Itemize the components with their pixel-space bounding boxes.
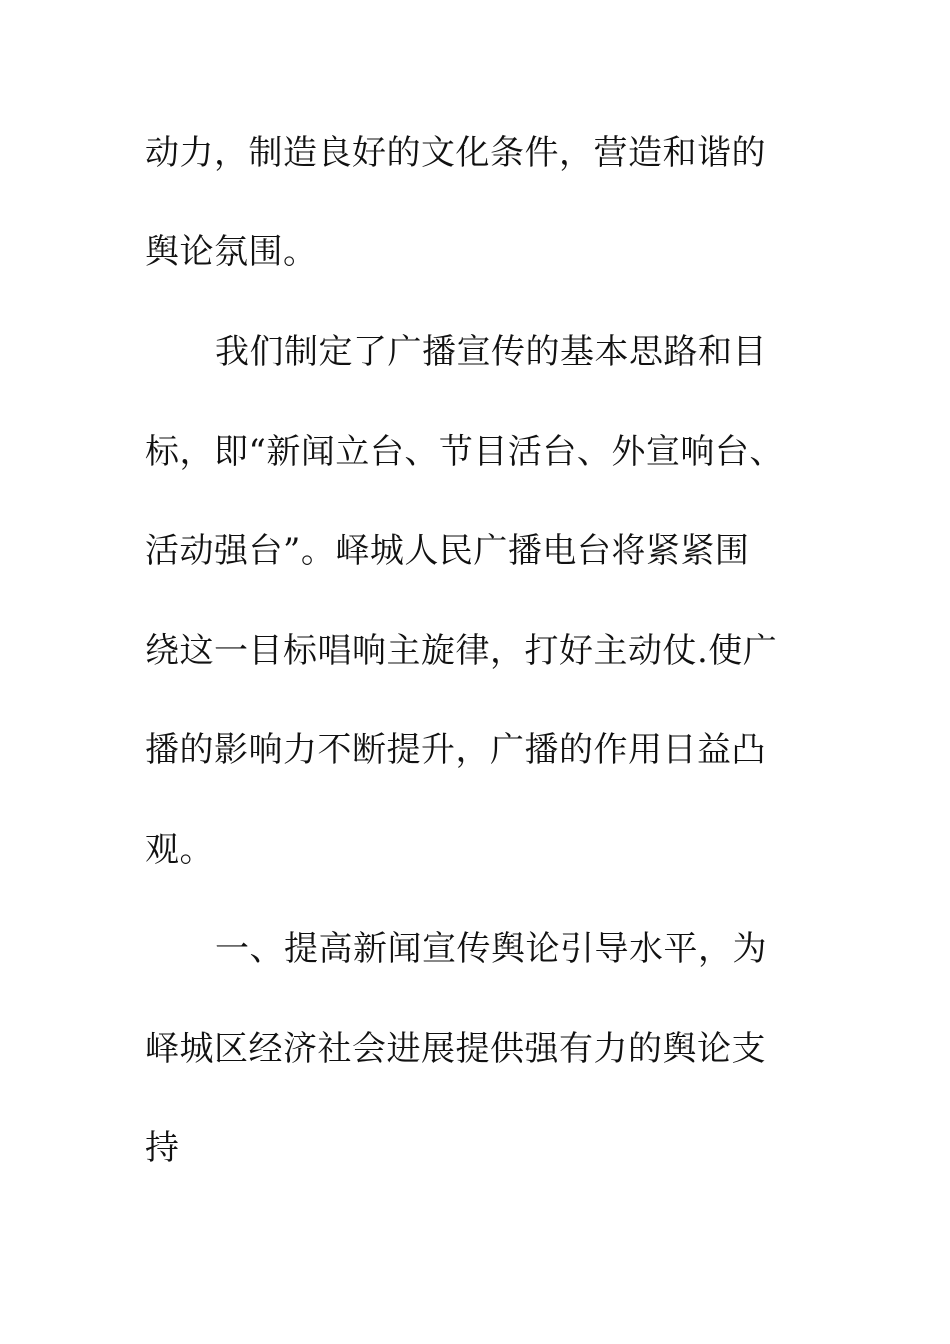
paragraph-2-line-6: 观。: [145, 830, 214, 870]
paragraph-1-line-1: 动力，制造良好的文化条件，营造和谐的: [145, 133, 766, 173]
heading-line-1: 一、提高新闻宣传舆论引导水平，为: [215, 929, 767, 969]
paragraph-2-line-2: 标，即“新闻立台、节目活台、外宣响台、: [145, 432, 784, 472]
paragraph-2-line-1: 我们制定了广播宣传的基本思路和目: [215, 332, 767, 372]
paragraph-2-line-5: 播的影响力不断提升，广播的作用日益凸: [145, 730, 766, 770]
paragraph-1-line-2: 舆论氛围。: [145, 232, 318, 272]
heading-line-2: 峄城区经济社会进展提供强有力的舆论支: [145, 1029, 766, 1069]
paragraph-2-line-4: 绕这一目标唱响主旋律，打好主动仗.使广: [145, 631, 778, 671]
heading-line-3: 持: [145, 1128, 180, 1168]
paragraph-2-line-3: 活动强台”。峄城人民广播电台将紧紧围: [145, 531, 750, 571]
